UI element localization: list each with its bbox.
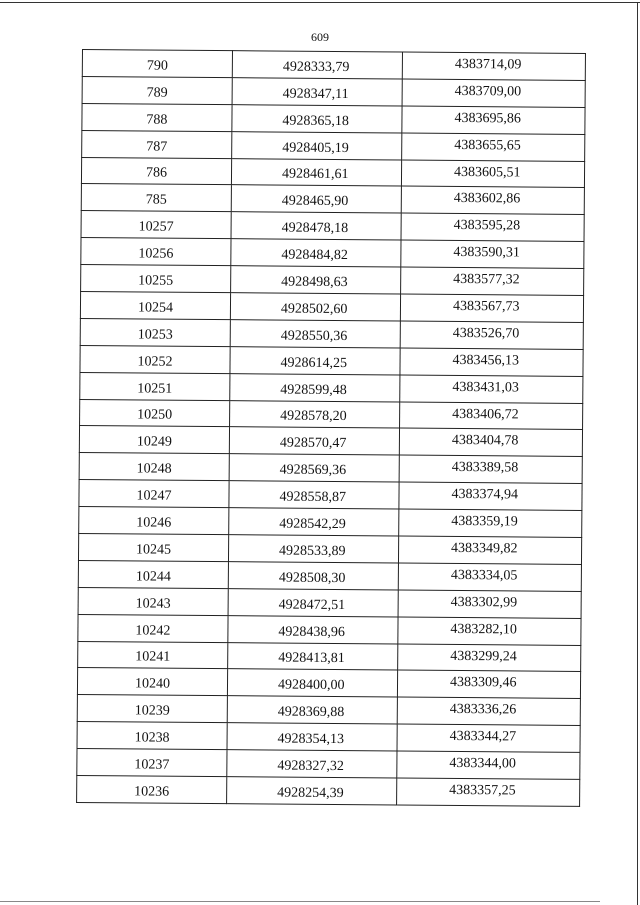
point-number-cell: 10246 — [79, 507, 229, 535]
x-coordinate-cell: 4928365,18 — [232, 104, 402, 132]
y-coordinate-cell: 4383404,78 — [399, 428, 582, 456]
x-coordinate-cell: 4928570,47 — [229, 427, 399, 455]
table-row — [80, 372, 583, 403]
table-row — [80, 399, 583, 430]
table-row — [81, 157, 584, 188]
point-number-cell: 787 — [82, 130, 232, 158]
page-edge-bottom — [0, 901, 600, 902]
y-coordinate-cell: 4383344,00 — [397, 751, 580, 779]
y-coordinate-cell: 4383299,24 — [398, 644, 581, 672]
table-row — [79, 453, 582, 484]
table-row — [78, 534, 581, 565]
x-coordinate-cell: 4928413,81 — [228, 642, 398, 670]
x-coordinate-cell: 4928542,29 — [229, 508, 399, 536]
x-coordinate-cell: 4928405,19 — [232, 131, 402, 159]
x-coordinate-cell: 4928508,30 — [228, 562, 398, 590]
x-coordinate-cell: 4928400,00 — [227, 669, 397, 697]
point-number-cell: 10239 — [77, 695, 227, 723]
page-number: 609 — [311, 30, 329, 44]
y-coordinate-cell: 4383567,73 — [400, 294, 583, 322]
x-coordinate-cell: 4928369,88 — [227, 696, 397, 724]
point-number-cell: 788 — [82, 103, 232, 131]
y-coordinate-cell: 4383302,99 — [398, 590, 581, 618]
x-coordinate-cell: 4928498,63 — [231, 266, 401, 294]
y-coordinate-cell: 4383590,31 — [401, 240, 584, 268]
x-coordinate-cell: 4928461,61 — [231, 158, 401, 186]
coordinates-table-body — [77, 50, 586, 807]
table-row — [81, 265, 584, 296]
point-number-cell: 785 — [81, 184, 231, 212]
y-coordinate-cell: 4383374,94 — [399, 482, 582, 510]
x-coordinate-cell: 4928578,20 — [230, 400, 400, 428]
point-number-cell: 10243 — [78, 587, 228, 615]
table-row — [80, 292, 583, 323]
x-coordinate-cell: 4928254,39 — [227, 777, 397, 805]
table-row — [79, 507, 582, 538]
x-coordinate-cell: 4928502,60 — [230, 293, 400, 321]
point-number-cell: 10240 — [77, 668, 227, 696]
y-coordinate-cell: 4383602,86 — [401, 186, 584, 214]
table-row — [82, 76, 585, 107]
table-row — [78, 587, 581, 618]
y-coordinate-cell: 4383357,25 — [397, 778, 580, 806]
table-row — [82, 103, 585, 134]
y-coordinate-cell: 4383334,05 — [398, 563, 581, 591]
table-row — [80, 345, 583, 376]
table-row — [79, 426, 582, 457]
table-row — [77, 776, 580, 807]
y-coordinate-cell: 4383349,82 — [398, 536, 581, 564]
x-coordinate-cell: 4928347,11 — [232, 78, 402, 106]
y-coordinate-cell: 4383336,26 — [397, 697, 580, 725]
point-number-cell: 10236 — [77, 776, 227, 804]
point-number-cell: 10254 — [80, 292, 230, 320]
x-coordinate-cell: 4928438,96 — [228, 615, 398, 643]
y-coordinate-cell: 4383309,46 — [397, 670, 580, 698]
x-coordinate-cell: 4928533,89 — [228, 535, 398, 563]
x-coordinate-cell: 4928550,36 — [230, 320, 400, 348]
table-row — [81, 211, 584, 242]
y-coordinate-cell: 4383655,65 — [402, 133, 585, 161]
y-coordinate-cell: 4383282,10 — [398, 617, 581, 645]
y-coordinate-cell: 4383406,72 — [400, 402, 583, 430]
table-row — [77, 668, 580, 699]
x-coordinate-cell: 4928354,13 — [227, 723, 397, 751]
table-row — [77, 722, 580, 753]
point-number-cell: 10256 — [81, 238, 231, 266]
x-coordinate-cell: 4928558,87 — [229, 481, 399, 509]
x-coordinate-cell: 4928327,32 — [227, 750, 397, 778]
table-row — [82, 50, 585, 81]
point-number-cell: 10238 — [77, 722, 227, 750]
y-coordinate-cell: 4383344,27 — [397, 724, 580, 752]
point-number-cell: 10247 — [79, 480, 229, 508]
y-coordinate-cell: 4383389,58 — [399, 455, 582, 483]
table-row — [78, 614, 581, 645]
point-number-cell: 790 — [82, 50, 232, 78]
page-edge-right — [637, 2, 638, 905]
y-coordinate-cell: 4383431,03 — [400, 375, 583, 403]
x-coordinate-cell: 4928484,82 — [231, 239, 401, 267]
point-number-cell: 10249 — [79, 426, 229, 454]
point-number-cell: 10241 — [78, 641, 228, 669]
point-number-cell: 10245 — [78, 534, 228, 562]
point-number-cell: 10251 — [80, 372, 230, 400]
table-row — [80, 318, 583, 349]
x-coordinate-cell: 4928599,48 — [230, 373, 400, 401]
table-row — [78, 641, 581, 672]
x-coordinate-cell: 4928333,79 — [232, 51, 402, 79]
point-number-cell: 10252 — [80, 345, 230, 373]
point-number-cell: 10255 — [81, 265, 231, 293]
coordinates-table-wrapper — [76, 49, 585, 807]
x-coordinate-cell: 4928478,18 — [231, 212, 401, 240]
x-coordinate-cell: 4928465,90 — [231, 185, 401, 213]
y-coordinate-cell: 4383595,28 — [401, 213, 584, 241]
point-number-cell: 10253 — [80, 318, 230, 346]
table-row — [77, 695, 580, 726]
y-coordinate-cell: 4383695,86 — [402, 106, 585, 134]
y-coordinate-cell: 4383456,13 — [400, 348, 583, 376]
point-number-cell: 786 — [81, 157, 231, 185]
table-row — [78, 560, 581, 591]
point-number-cell: 10242 — [78, 614, 228, 642]
y-coordinate-cell: 4383577,32 — [401, 267, 584, 295]
point-number-cell: 10250 — [80, 399, 230, 427]
x-coordinate-cell: 4928569,36 — [229, 454, 399, 482]
y-coordinate-cell: 4383359,19 — [399, 509, 582, 537]
point-number-cell: 10257 — [81, 211, 231, 239]
point-number-cell: 10244 — [78, 560, 228, 588]
y-coordinate-cell: 4383709,00 — [402, 79, 585, 107]
point-number-cell: 10237 — [77, 749, 227, 777]
table-row — [82, 130, 585, 161]
point-number-cell: 10248 — [79, 453, 229, 481]
y-coordinate-cell: 4383605,51 — [401, 160, 584, 188]
x-coordinate-cell: 4928472,51 — [228, 588, 398, 616]
table-row — [81, 184, 584, 215]
table-row — [79, 480, 582, 511]
coordinates-table — [76, 49, 586, 807]
page-edge-top — [0, 2, 640, 3]
table-row — [77, 749, 580, 780]
y-coordinate-cell: 4383714,09 — [402, 52, 585, 80]
point-number-cell: 789 — [82, 76, 232, 104]
y-coordinate-cell: 4383526,70 — [400, 321, 583, 349]
x-coordinate-cell: 4928614,25 — [230, 346, 400, 374]
table-row — [81, 238, 584, 269]
